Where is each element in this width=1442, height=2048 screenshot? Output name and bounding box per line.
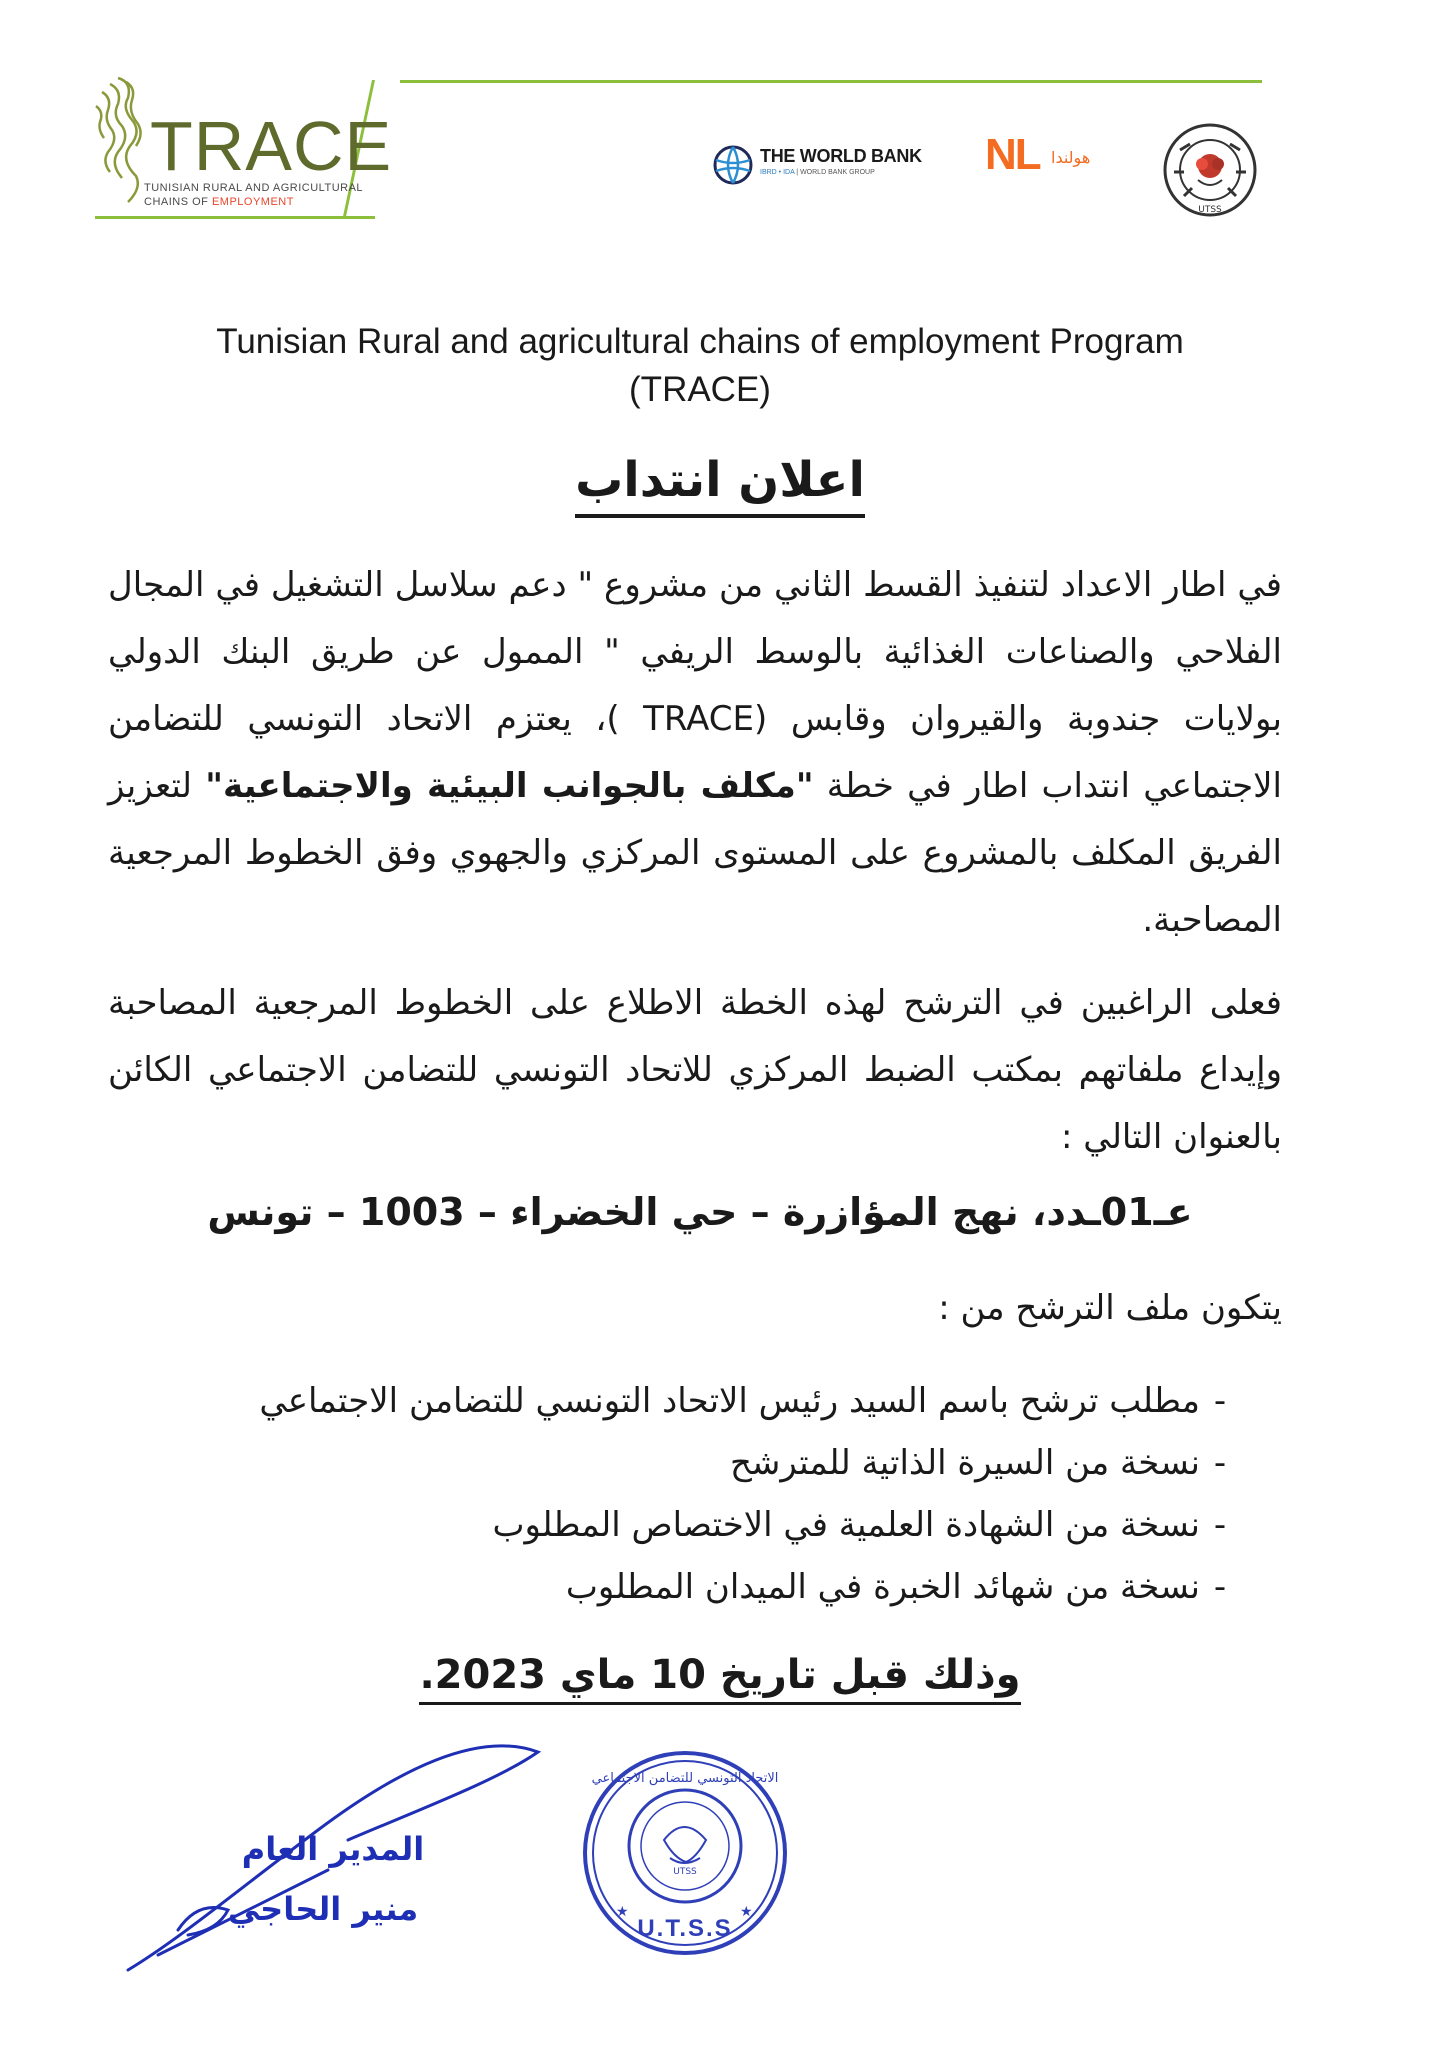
list-item-text: نسخة من شهائد الخبرة في الميدان المطلوب bbox=[565, 1567, 1200, 1607]
seal-outer-text: الاتحاد التونسي للتضامن الاجتماعي bbox=[591, 1771, 779, 1786]
list-bullet: - bbox=[1213, 1443, 1227, 1483]
list-item-text: نسخة من الشهادة العلمية في الاختصاص المطلوب bbox=[492, 1505, 1200, 1545]
deadline-text: وذلك قبل تاريخ 10 ماي 2023. bbox=[419, 1652, 1020, 1705]
netherlands-logo bbox=[985, 130, 1115, 180]
program-title-line1: Tunisian Rural and agricultural chains of employment Program bbox=[216, 322, 1184, 361]
seal-initials: U.T.S.S bbox=[637, 1915, 733, 1942]
utss-header-emblem-code: UTSS bbox=[1198, 205, 1222, 215]
svg-text:★: ★ bbox=[616, 1904, 629, 1920]
trace-tagline-1: TUNISIAN RURAL AND AGRICULTURAL bbox=[144, 182, 364, 194]
list-item bbox=[130, 1556, 1240, 1618]
seal-inner-code: UTSS bbox=[673, 1867, 697, 1877]
program-title-line2: (TRACE) bbox=[629, 370, 771, 409]
trace-tagline-2 bbox=[144, 196, 294, 208]
list-item bbox=[130, 1432, 1240, 1494]
intro-paragraph-part2: لتعزيز الفريق المكلف بالمشروع على المستوى المركزي والجهوي وفق الخطوط المرجعية المصاحبة. bbox=[108, 766, 1282, 940]
list-bullet: - bbox=[1213, 1505, 1227, 1545]
nl-arabic-label: هولندا bbox=[1051, 148, 1091, 167]
world-bank-tag-rest: | WORLD BANK GROUP bbox=[794, 169, 875, 176]
list-item-text: مطلب ترشح باسم السيد رئيس الاتحاد التونسي للتضامن الاجتماعي bbox=[259, 1381, 1200, 1421]
utss-official-seal bbox=[578, 1746, 792, 1960]
requirements-list bbox=[130, 1370, 1240, 1618]
utss-header-emblem bbox=[1160, 120, 1260, 220]
header-divider-line bbox=[400, 80, 1262, 83]
signature-name: منير الحاجي bbox=[227, 1890, 419, 1928]
header-divider-bottom bbox=[95, 216, 375, 219]
announcement-heading bbox=[470, 452, 970, 508]
list-bullet: - bbox=[1213, 1567, 1227, 1607]
program-title bbox=[100, 318, 1300, 414]
list-item bbox=[130, 1494, 1240, 1556]
intro-paragraph bbox=[108, 552, 1282, 954]
trace-tagline-2-prefix: CHAINS OF bbox=[144, 196, 212, 208]
position-title: "مكلف بالجوانب البيئية والاجتماعية" bbox=[205, 766, 814, 806]
announcement-heading-text: اعلان انتداب bbox=[575, 452, 865, 518]
world-bank-tag-ibrd: IBRD • IDA bbox=[760, 169, 795, 176]
deadline-notice bbox=[360, 1652, 1080, 1698]
world-bank-name: THE WORLD BANK bbox=[760, 146, 922, 166]
globe-icon bbox=[712, 144, 754, 186]
office-address: عـ01ـدد، نهج المؤازرة – حي الخضراء – 1003 – تونس bbox=[207, 1190, 1193, 1234]
signature-title: المدير العام bbox=[241, 1830, 425, 1868]
world-bank-tagline bbox=[760, 169, 875, 176]
trace-wordmark-text: TRACE bbox=[150, 107, 393, 185]
list-item-text: نسخة من السيرة الذاتية للمترشح bbox=[729, 1443, 1200, 1483]
file-contents-intro: يتكون ملف الترشح من : bbox=[938, 1288, 1282, 1328]
list-bullet: - bbox=[1213, 1381, 1227, 1421]
svg-text:★: ★ bbox=[740, 1904, 753, 1920]
list-item bbox=[130, 1370, 1240, 1432]
trace-logo bbox=[88, 70, 393, 210]
trace-wordmark bbox=[150, 106, 392, 186]
application-paragraph: فعلى الراغبين في الترشح لهذه الخطة الاطلاع على الخطوط المرجعية المصاحبة وإيداع ملفاتهم بمكتب الضبط المركزي للاتحاد التونسي للتضامن الاجتماعي الكائن بالعنوان التالي : bbox=[108, 983, 1282, 1157]
nl-letters: NL bbox=[985, 130, 1040, 179]
director-signature bbox=[118, 1740, 558, 1980]
intro-paragraph-part1: في اطار الاعداد لتنفيذ القسط الثاني من مشروع " دعم سلاسل التشغيل في المجال الفلاحي والصناعات الغذائية بالوسط الريفي " الممول عن طريق البنك الدولي بولايات جندوبة والقيروان وقابس (TRACE )، يعتزم الاتحاد التونسي للتضامن الاجتماعي انتداب اطار في خطة bbox=[108, 565, 1282, 806]
world-bank-logo bbox=[712, 142, 932, 188]
trace-tagline-2-accent: EMPLOYMENT bbox=[211, 196, 294, 208]
